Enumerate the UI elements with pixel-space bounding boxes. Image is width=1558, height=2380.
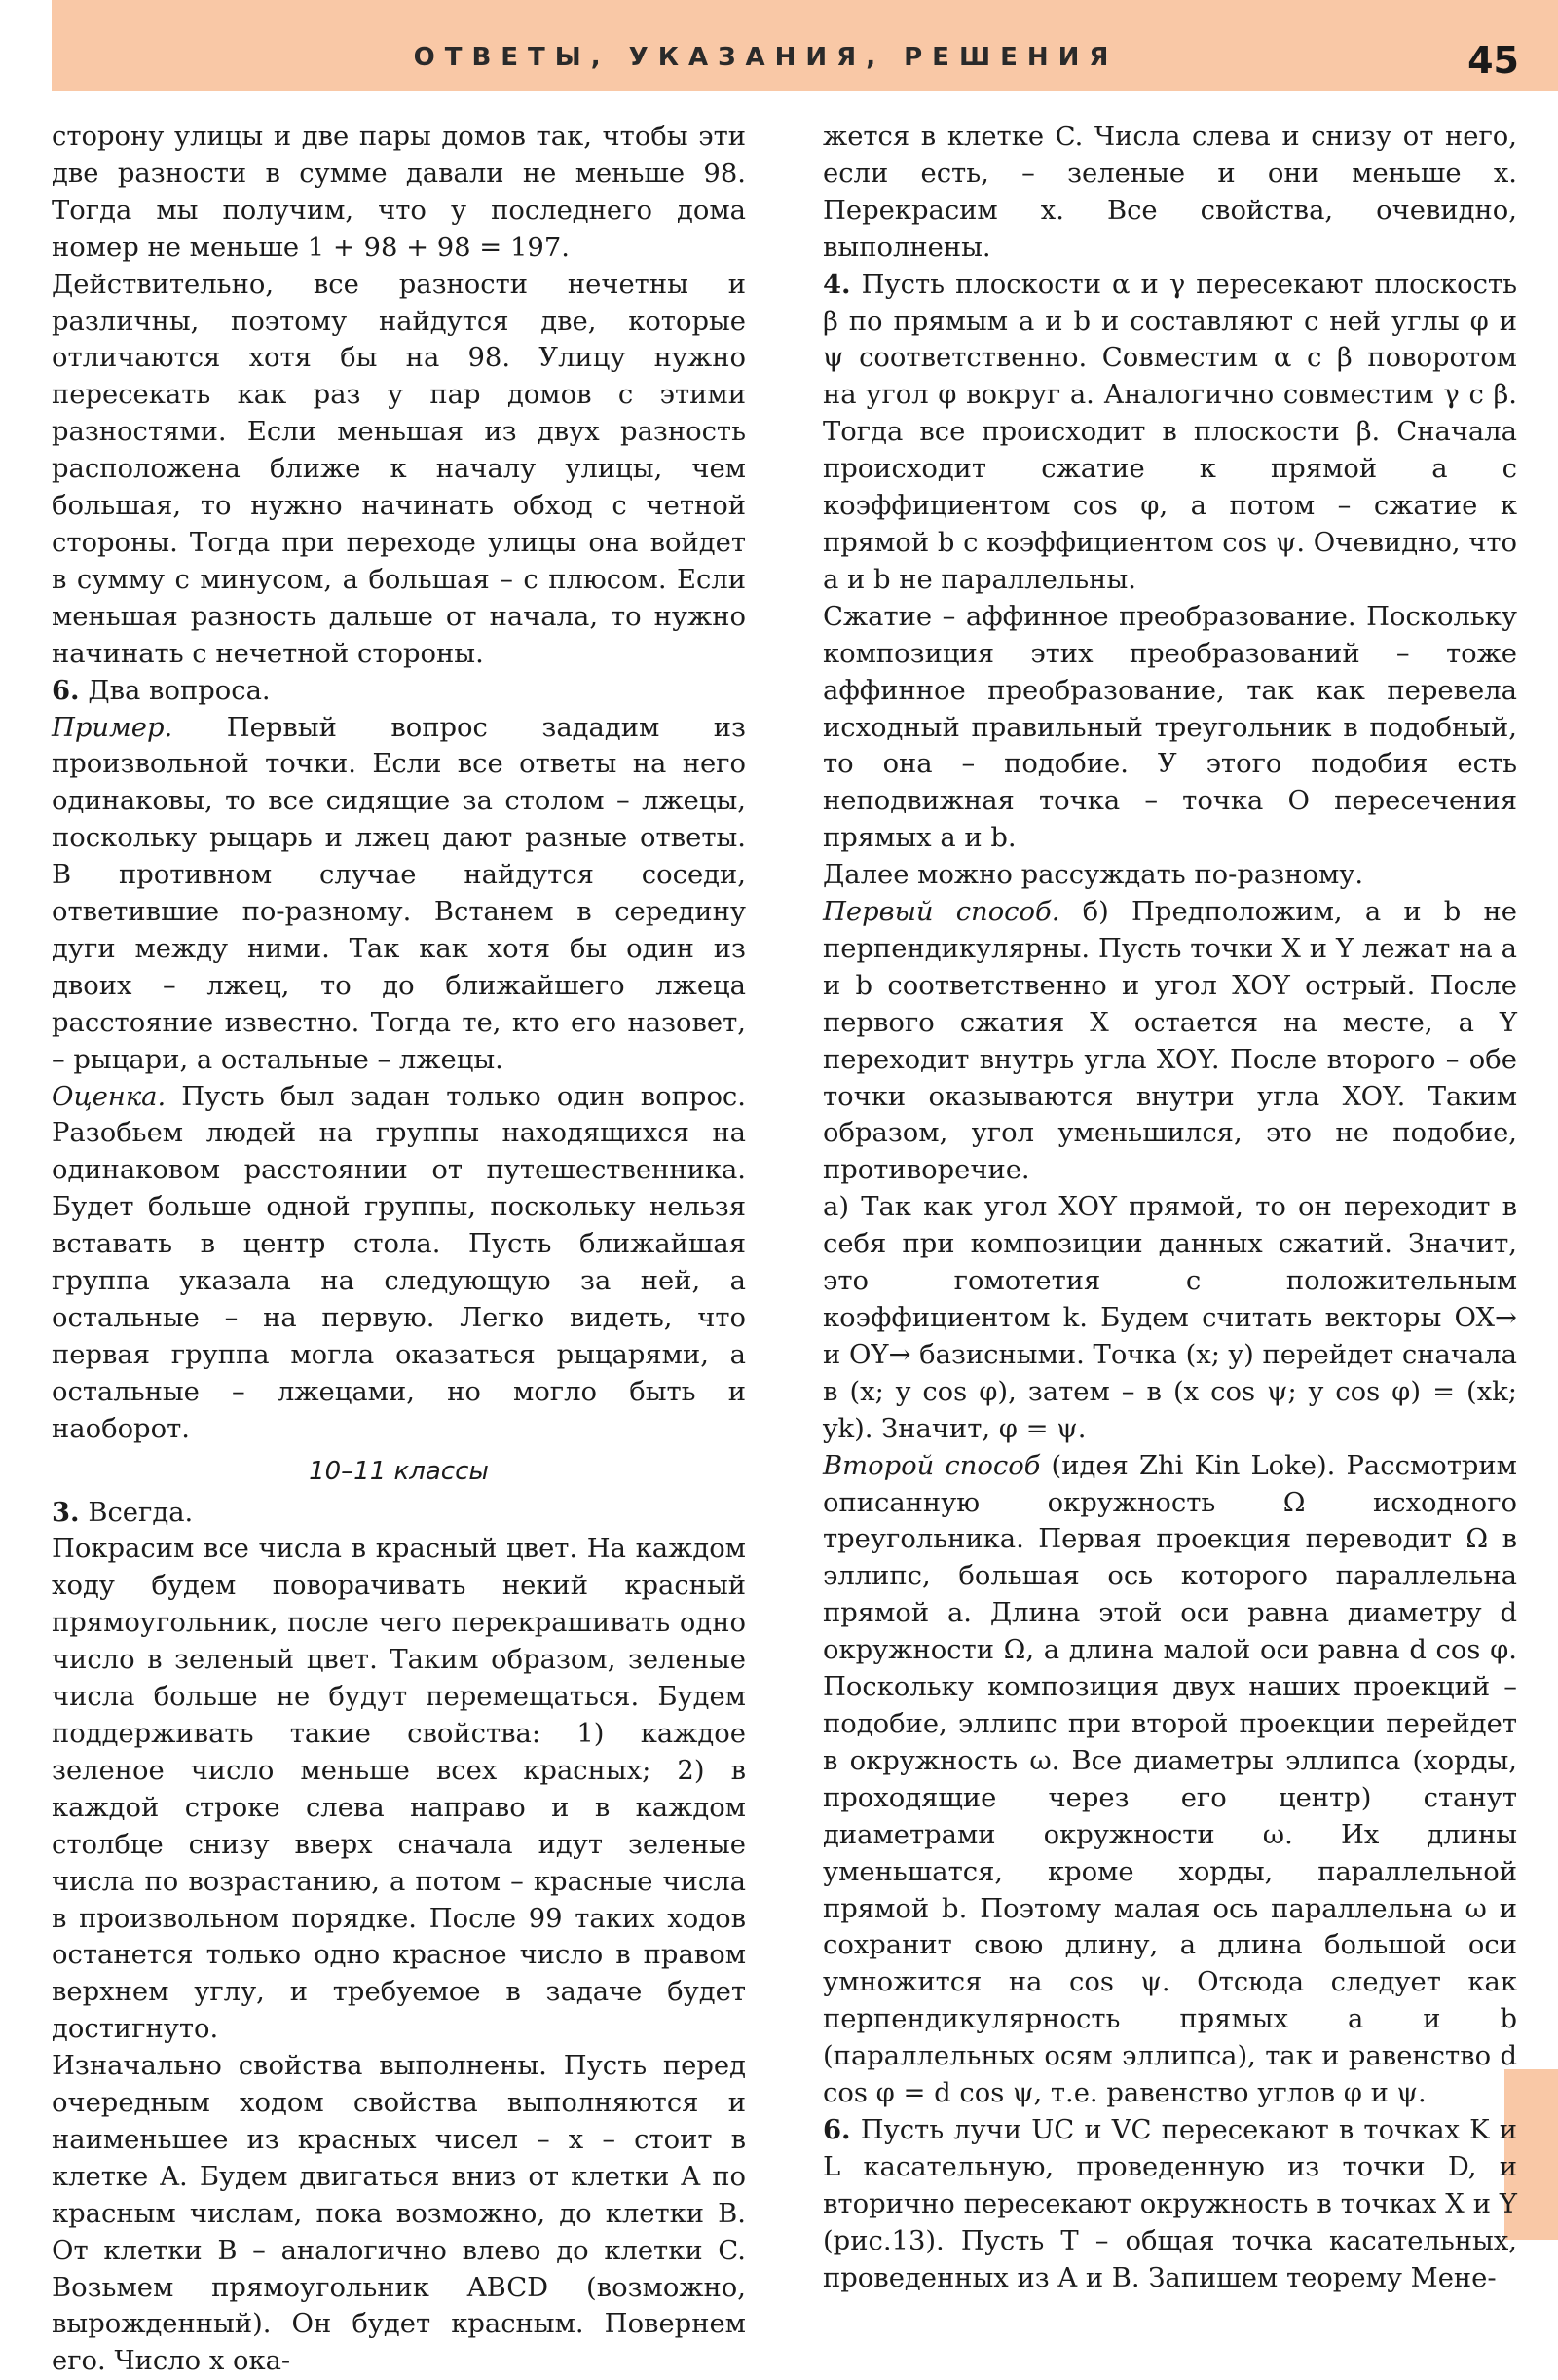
paragraph: жется в клетке C. Числа слева и снизу от него, если есть, – зеленые и они меньше x. Перекрасим x. Все свойства, очевидно, выполнены. xyxy=(823,122,1517,263)
problem-number: 3. xyxy=(52,1496,80,1528)
paragraph: Далее можно рассуждать по-разному. xyxy=(823,860,1364,891)
problem-6-solution: 6. Пусть лучи UC и VC пересекают в точках K и L касательную, проведенную из точки D, и вторично пересекают окружность в точках X и Y (рис.13). Пусть T – общая точка касательных, проведенных из A и B. Запишем теорему Мене- xyxy=(823,2113,1517,2293)
paragraph: Первый способ. б) Предположим, a и b не перпендикулярны. Пусть точки X и Y лежат на a и b соответственно и угол XOY острый. После первого сжатия X остается на месте, а Y переходит внутрь угла XOY. После второго – обе точки оказываются внутри угла XOY. Таким образом, угол уменьшился, это не подобие, противоречие. xyxy=(823,897,1517,1186)
left-column xyxy=(52,119,746,2380)
problem-number: 6. xyxy=(52,674,80,706)
paragraph: а) Так как угол XOY прямой, то он переходит в себя при композиции данных сжатий. Значит, это гомотетия с положительным коэффициентом k. Будем считать векторы OX→ и OY→ базисными. Точка (x; y) перейдет сначала в (x; y cos φ), затем – в (x cos ψ; y cos φ) = (xk; yk). Значит, φ = ψ. xyxy=(823,1192,1517,1444)
paragraph: Изначально свойства выполнены. Пусть перед очередным ходом свойства выполняются и наименьшее из красных чисел – x – стоит в клетке A. Будем двигаться вниз от клетки A по красным числам, пока возможно, до клетки B. От клетки B – аналогично влево до клетки C. Возьмем прямоугольник ABCD (возможно, вырожденный). Он будет красным. Повернем его. Число x ока- xyxy=(52,2051,746,2377)
paragraph: Оценка. Пусть был задан только один вопрос. Разобьем людей на группы находящихся на одинаковом расстоянии от путешественника. Будет больше одной группы, поскольку нельзя вставать в центр стола. Пусть ближайшая группа указала на следующую за ней, а остальные – на первую. Легко видеть, что первая группа могла оказаться рыцарями, а остальные – лжецами, но могло быть и наоборот. xyxy=(52,1081,746,1444)
problem-number: 4. xyxy=(823,268,851,300)
page-header xyxy=(52,0,1558,91)
lead-term: Пример. xyxy=(52,712,173,743)
section-heading: 10–11 классы xyxy=(309,1456,489,1486)
paragraph: Сжатие – аффинное преобразование. Поскольку композиция этих преобразований – тоже аффинное преобразование, так как перевела исходный правильный треугольник в подобный, то она – подобие. У этого подобия есть неподвижная точка – точка O пересечения прямых a и b. xyxy=(823,601,1517,854)
running-title: ОТВЕТЫ, УКАЗАНИЯ, РЕШЕНИЯ xyxy=(413,43,1119,72)
page-number: 45 xyxy=(1467,39,1519,82)
lead-term: Первый способ. xyxy=(823,897,1060,928)
lead-term: Оценка. xyxy=(52,1081,167,1112)
paragraph: Второй способ (идея Zhi Kin Loke). Рассмотрим описанную окружность Ω исходного треугольника. Первая проекция переводит Ω в эллипс, большая ось которого параллельна прямой a. Длина этой оси равна диаметру d окружности Ω, а длина малой оси равна d cos φ. Поскольку композиция двух наших проекций – подобие, эллипс при второй проекции перейдет в окружность ω. Все диаметры эллипса (хорды, проходящие через его центр) станут диаметрами окружности ω. Их длины уменьшатся, кроме хорды, параллельной прямой b. Поэтому малая ось параллельна ω и сохранит свою длину, а длина большой оси умножится на cos ψ. Отсюда следует как перпендикулярность прямых a и b (параллельных осям эллипса), так и равенство d cos φ = d cos ψ, т.е. равенство углов φ и ψ. xyxy=(823,1450,1517,2109)
right-column xyxy=(823,119,1517,2296)
paragraph: Действительно, все разности нечетны и различны, поэтому найдутся две, которые отличаются хотя бы на 98. Улицу нужно пересекать как раз у пар домов с этими разностями. Если меньшая из двух разность расположена ближе к началу улицы, чем большая, то нужно начинать обход с четной стороны. Тогда при переходе улицы она войдет в сумму с минусом, а большая – с плюсом. Если меньшая разность дальше от начала, то нужно начинать с нечетной стороны. xyxy=(52,269,746,669)
problem-4-solution: 4. Пусть плоскости α и γ пересекают плоскость β по прямым a и b и составляют с ней углы φ и ψ соответственно. Совместим α с β поворотом на угол φ вокруг a. Аналогично совместим γ с β. Тогда все происходит в плоскости β. Сначала происходит сжатие к прямой a с коэффициентом cos φ, а потом – сжатие к прямой b с коэффициентом cos ψ. Очевидно, что a и b не параллельны. xyxy=(823,268,1517,595)
paragraph: Покрасим все числа в красный цвет. На каждом ходу будем поворачивать некий красный прямоугольник, после чего перекрашивать одно число в зеленый цвет. Таким образом, зеленые числа больше не будут перемещаться. Будем поддерживать такие свойства: 1) каждое зеленое число меньше всех красных; 2) в каждой строке слева направо и в каждом столбце снизу вверх сначала идут зеленые числа по возрастанию, а потом – красные числа в произвольном порядке. После 99 таких ходов останется только одно красное число в правом верхнем углу, и требуемое в задаче будет достигнуто. xyxy=(52,1534,746,2045)
problem-6-answer: 6. Два вопроса. xyxy=(52,674,271,706)
problem-number: 6. xyxy=(823,2113,851,2145)
paragraph: сторону улицы и две пары домов так, чтобы эти две разности в сумме давали не меньше 98. Тогда мы получим, что у последнего дома номер не меньше 1 + 98 + 98 = 197. xyxy=(52,122,746,263)
lead-term: Второй способ xyxy=(823,1450,1041,1481)
problem-3-answer: 3. Всегда. xyxy=(52,1496,194,1528)
paragraph: Пример. Первый вопрос зададим из произвольной точки. Если все ответы на него одинаковы, то все сидящие за столом – лжецы, поскольку рыцарь и лжец дают разные ответы. В противном случае найдутся соседи, ответившие по-разному. Встанем в середину дуги между ними. Так как хотя бы один из двоих – лжец, то до ближайшего лжеца расстояние известно. Тогда те, кто его назовет, – рыцари, а остальные – лжецы. xyxy=(52,712,746,1075)
